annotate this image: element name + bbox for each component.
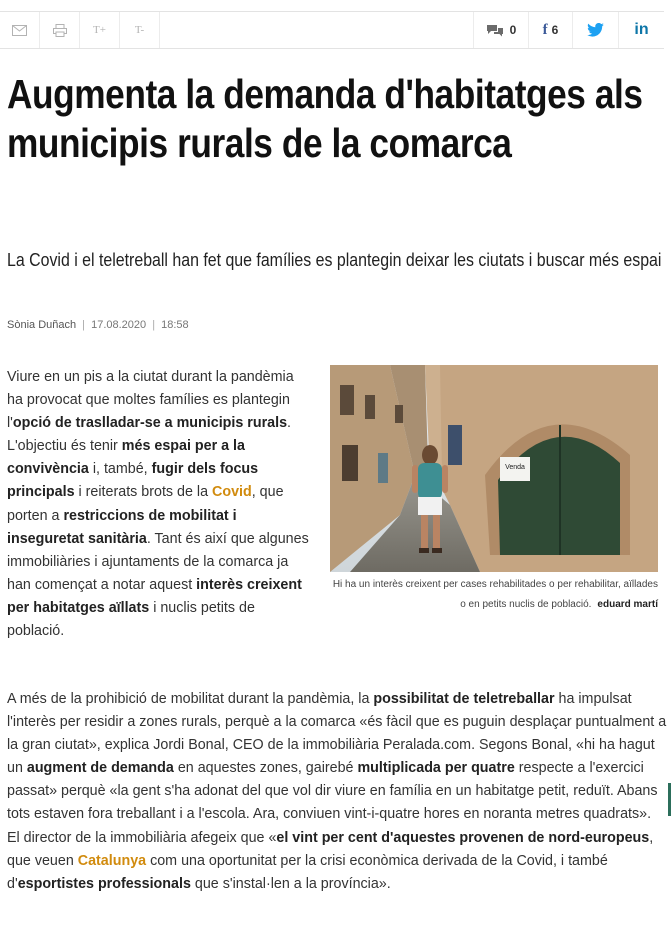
- bold-text: fugir dels focus principals: [7, 461, 259, 501]
- inline-link[interactable]: Catalunya: [77, 852, 147, 869]
- article-paragraph-1: [7, 366, 312, 643]
- linkedin-icon: in: [634, 21, 649, 38]
- article-paragraph-3: [7, 827, 667, 896]
- byline-separator-2: |: [152, 319, 156, 331]
- bold-text: interès creixent per habitatges aïllats: [7, 576, 302, 616]
- bold-text: restriccions de mobilitat i inseguretat sanitària: [7, 507, 237, 547]
- toolbar-left: [0, 12, 160, 48]
- comment-bubbles-icon: [486, 24, 504, 37]
- body-text: . L'objectiu és tenir: [7, 415, 292, 455]
- article-subtitle: La Covid i el teletreball han fet que famílies es plantegin deixar les ciutats i buscar més espai: [7, 249, 662, 270]
- bold-text: possibilitat de teletreballar: [373, 691, 555, 707]
- publish-time: 18:58: [161, 319, 189, 331]
- bold-text: opció de traslladar-se a municipis rurals: [12, 415, 288, 432]
- photo-credit: eduard martí: [597, 599, 658, 610]
- font-increase-button[interactable]: T+: [80, 12, 120, 48]
- body-text: Viure en un pis a la ciutat durant la pandèmia ha provocat que moltes famílies es plantegin l': [7, 369, 294, 432]
- article-paragraph-2: [7, 688, 667, 827]
- printer-icon: [53, 24, 67, 37]
- comments-count: 0: [509, 23, 517, 37]
- body-text: i, també,: [88, 461, 152, 478]
- article-body-continued: [7, 688, 667, 896]
- sale-sign-text: Venda: [505, 464, 525, 471]
- body-text: ha impulsat l'interès per residir a zones rurals, perquè a la comarca «és fàcil que es puguin desplaçar puntualment a la gran ciutat», explica Jordi Bonal, CEO de la immobiliària Peralada.com. Segons Bonal, «hi ha hagut un: [7, 691, 667, 777]
- street-photo-illustration: [330, 365, 658, 572]
- envelope-icon: [12, 25, 27, 36]
- publish-date: 17.08.2020: [91, 319, 147, 331]
- body-text: respecte a l'exercici passat» perquè «la gent s'ha adonat del que vol dir viure en família en un habitatge petit, reduït. Abans tots estaven fora treballant i a l'escola. Ara, conviuen vint-i-quatre hores en noranta metres quadrats».: [7, 760, 658, 823]
- body-text: com una oportunitat per la crisi econòmica derivada de la Covid, i també d': [7, 852, 608, 892]
- bold-text: esportistes professionals: [17, 875, 191, 892]
- bold-text: més espai per a la convivència: [7, 438, 245, 478]
- byline: [7, 319, 189, 331]
- body-text: que s'instal·len a la província».: [190, 875, 391, 892]
- bold-text: multiplicada per quatre: [357, 760, 515, 777]
- body-text: A més de la prohibició de mobilitat durant la pandèmia, la: [7, 691, 374, 707]
- article-title: Augmenta la demanda d'habitatges als municipis rurals de la comarca: [7, 71, 643, 166]
- facebook-share-count: 6: [551, 23, 559, 37]
- linkedin-share-button[interactable]: [618, 12, 664, 48]
- twitter-bird-icon: [587, 23, 604, 37]
- bold-text: el vint per cent d'aquestes provenen de nord-europeus: [276, 829, 650, 846]
- bold-text: augment de demanda: [26, 760, 174, 777]
- print-button[interactable]: [40, 12, 80, 48]
- share-toolbar: [0, 11, 664, 49]
- body-text: i reiterats brots de la: [74, 484, 213, 501]
- twitter-share-button[interactable]: [572, 12, 618, 48]
- article-photo[interactable]: [330, 365, 658, 572]
- body-text: en aquestes zones, gairebé: [173, 760, 358, 777]
- body-text: . Tant és així que algunes immobiliàries i ajuntaments de la comarca ja han començat a notar aquest: [7, 530, 309, 593]
- comments-button[interactable]: [473, 12, 528, 48]
- author-name[interactable]: Sònia Duñach: [7, 319, 77, 331]
- email-button[interactable]: [0, 12, 40, 48]
- body-text: i nuclis petits de població.: [7, 599, 255, 640]
- font-decrease-button[interactable]: T-: [120, 12, 160, 48]
- byline-separator: |: [82, 319, 86, 331]
- caption-text: Hi ha un interès creixent per cases rehabilitades o per rehabilitar, aïllades o en petits nuclis de població.: [332, 579, 658, 610]
- facebook-icon: f: [542, 21, 548, 38]
- body-text: , que porten a: [7, 484, 284, 524]
- photo-caption: [330, 575, 658, 615]
- body-text: El director de la immobiliària afegeix que «: [7, 829, 277, 846]
- toolbar-right: [473, 12, 664, 48]
- body-text: , que veuen: [7, 829, 654, 869]
- facebook-share-button[interactable]: [528, 12, 572, 48]
- inline-link[interactable]: Covid: [212, 484, 252, 501]
